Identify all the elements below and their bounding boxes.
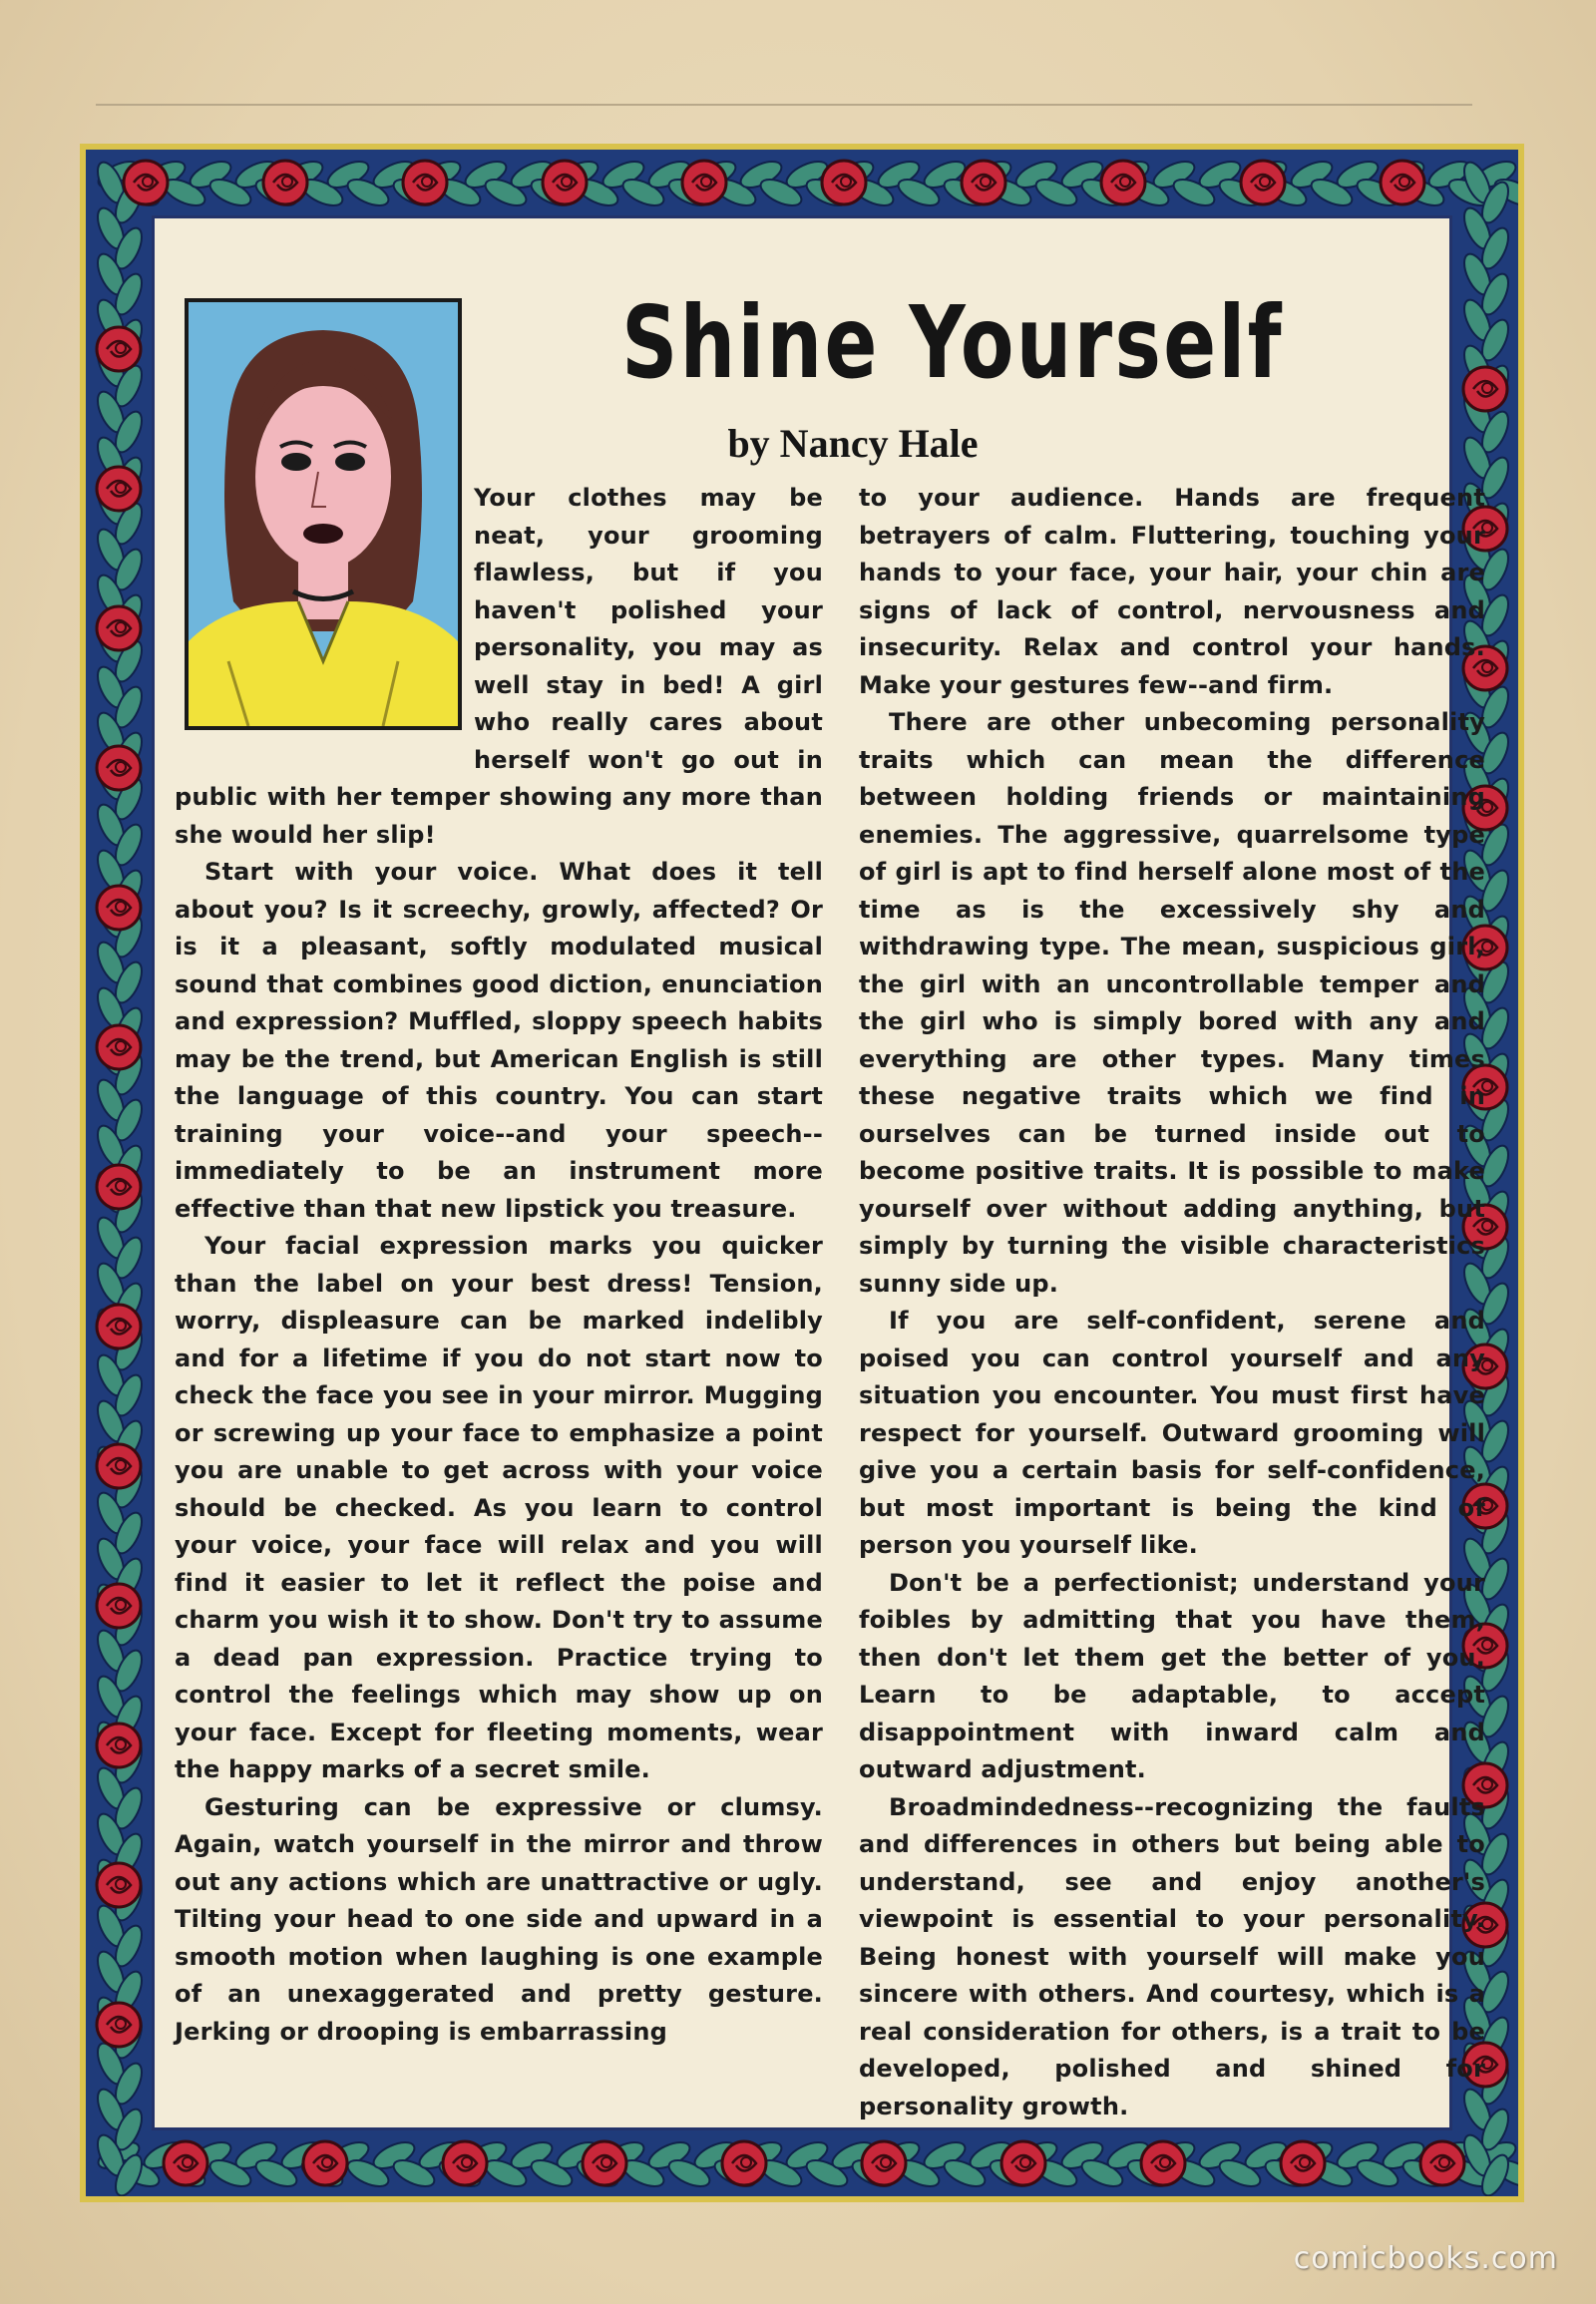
rose-ornament (543, 161, 587, 204)
rose-ornament (97, 886, 141, 930)
rose-ornament (97, 327, 141, 371)
rose-ornament (822, 161, 866, 204)
rose-ornament (97, 1724, 141, 1767)
rose-ornament (722, 2141, 766, 2185)
rose-ornament (303, 2141, 347, 2185)
rose-ornament (97, 606, 141, 650)
rose-ornament (97, 467, 141, 511)
paragraph: to your audience. Hands are frequent betrayers of calm. Fluttering, touching your hands to your face, your hair, your chin are signs of lack of control, nervousness and insecurity. Relax and control your hands. Make your gestures few--and firm. (859, 484, 1485, 699)
paragraph: Your facial expression marks you quicker than the label on your best dress! Tension, worry, displeasure can be marked indelibly and for a lifetime if you do not start now to check the face you see in your mirror. Mugging or screwing up your face to emphasize a point you are unable to get across with your voice should be checked. As you learn to control your voice, your face will relax and you will find it easier to let it reflect the poise and charm you wish it to show. Don't try to assume a dead pan expression. Practice trying to control the feelings which may show up on your face. Except for fleeting moments, wear the happy marks of a secret smile. (175, 1232, 823, 1783)
article-byline: by Nancy Hale (727, 421, 979, 466)
rose-ornament (97, 746, 141, 790)
rose-ornament (97, 1305, 141, 1348)
article-panel (152, 215, 1485, 2130)
rose-ornament (97, 1165, 141, 1209)
paragraph: Gesturing can be expressive or clumsy. Again, watch yourself in the mirror and throw out any actions which are unattractive or ugly. Tilting your head to one side and upward in a smooth motion when laughing is one example of an unexaggerated and pretty gesture. Jerking or drooping is embarrassing (175, 1792, 823, 2046)
rose-ornament (97, 1863, 141, 1907)
rose-ornament (1241, 161, 1285, 204)
site-watermark: comicbooks.com (1293, 2241, 1558, 2276)
rose-ornament (97, 1444, 141, 1488)
rose-vine-border (86, 150, 1518, 2196)
article-title: Shine Yourself (621, 284, 1284, 401)
rose-ornament (1281, 2141, 1325, 2185)
rose-ornament (263, 161, 307, 204)
paragraph: Start with your voice. What does it tell about you? Is it screechy, growly, affected? Or is it a pleasant, softly modulated musical sound that combines good diction, enunciation and expression? Muffled, sloppy speech habits may be the trend, but American English is still the language of this country. You can start training your voice--and your speech--immediately to be an instrument more effective than that new lipstick you treasure. (175, 858, 823, 1223)
paragraph: Don't be a perfectionist; understand your foibles by admitting that you have them, then don't let them get the better of you. Learn to be adaptable, to accept disappointment with inward calm and outward adjustment. (859, 1568, 1485, 1783)
rose-ornament (1101, 161, 1145, 204)
rose-ornament (1463, 367, 1507, 411)
rose-ornament (124, 161, 168, 204)
article-column-left (175, 480, 823, 2051)
rose-ornament (862, 2141, 906, 2185)
rose-ornament (97, 1584, 141, 1628)
paragraph: If you are self-confident, serene and poised you can control yourself and any situation you encounter. You must first have respect for yourself. Outward grooming will give you a certain basis for self-confidence, but most important is being the kind of person you yourself like. (859, 1307, 1485, 1559)
paragraph: Your clothes may be neat, your grooming flawless, but if you haven't polished your personality, you may as well stay in bed! A girl who really cares about herself won't go out in public with her temper showing any more than she would her slip! (175, 484, 823, 849)
rose-ornament (97, 1025, 141, 1069)
rose-ornament (443, 2141, 487, 2185)
portrait-text-wrap-spacer (175, 480, 466, 754)
rose-ornament (97, 2003, 141, 2047)
rose-ornament (682, 161, 726, 204)
article-column-right (859, 480, 1485, 2125)
rose-ornament (1381, 161, 1424, 204)
rose-ornament (403, 161, 447, 204)
top-rule (96, 104, 1472, 106)
rose-ornament (1141, 2141, 1185, 2185)
paragraph: There are other unbecoming personality traits which can mean the difference between holding friends or maintaining enemies. The aggressive, quarrelsome type of girl is apt to find herself alone most of the time as is the excessively shy and withdrawing type. The mean, suspicious girl, the girl with an uncontrollable temper and the girl who is simply bored with any and everything are other types. Many times these negative traits which we find in ourselves can be turned inside out to become positive traits. It is possible to make yourself over without adding anything, but simply by turning the visible characteristics sunny side up. (859, 708, 1485, 1298)
rose-ornament (1420, 2141, 1464, 2185)
paragraph: Broadmindedness--recognizing the faults and differences in others but being able to understand, see and enjoy another's viewpoint is essential to your personality. Being honest with yourself will make you sincere with others. And courtesy, which is a real consideration for others, is a trait to be developed, polished and shined for personality growth. (859, 1792, 1485, 2120)
rose-ornament (1001, 2141, 1045, 2185)
rose-ornament (583, 2141, 626, 2185)
rose-ornament (962, 161, 1005, 204)
rose-ornament (164, 2141, 207, 2185)
